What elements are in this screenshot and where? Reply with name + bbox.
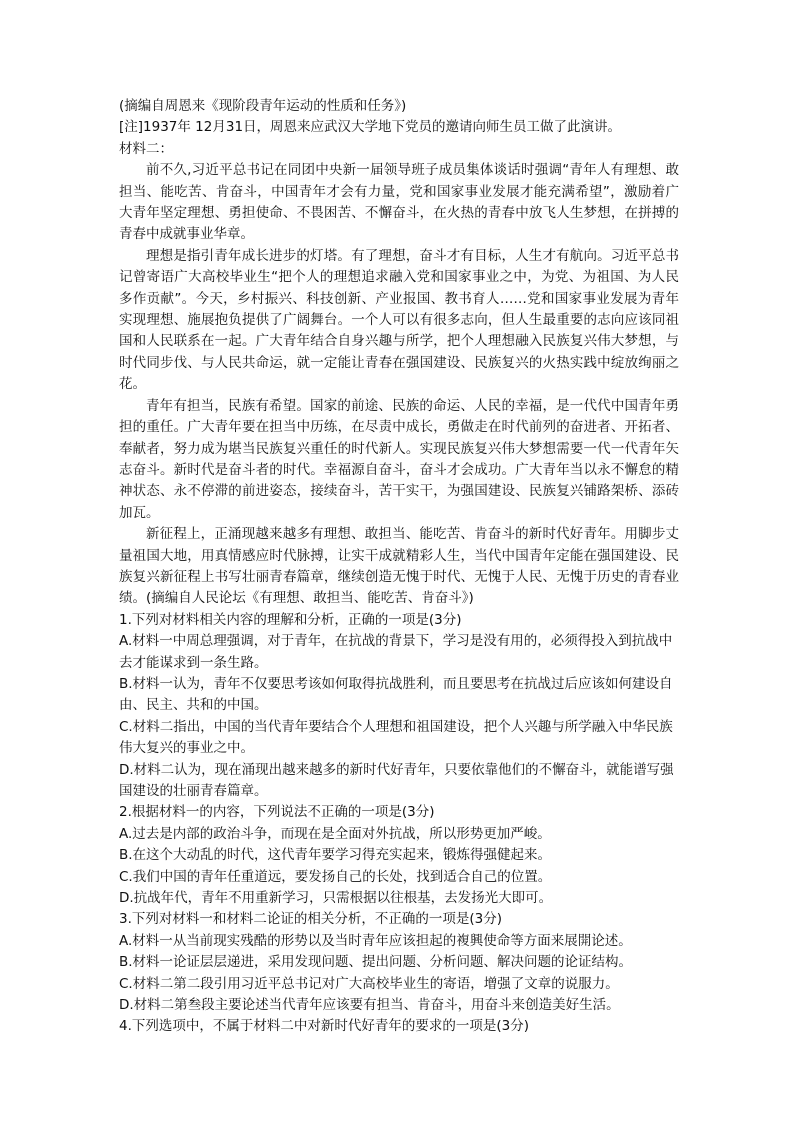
question-2-option-d: D.抗战年代，青年不用重新学习，只需根据以往根基，去发扬光大即可。 — [119, 890, 553, 907]
question-2-option-b: B.在这个大动乱的时代，这代青年要学习得充实起来，锻炼得强健起来。 — [119, 847, 552, 864]
question-2-option-c: C.我们中国的青年任重道远，要发扬自己的长处，找到适合自己的位置。 — [119, 868, 552, 885]
question-1-stem: 1.下列对材料相关内容的理解和分析，正确的一项是(3分) — [119, 611, 462, 628]
annotation-note: [注]1937年 12月31日，周恩来应武汉大学地下党员的邀请向师生员工做了此演讲。 — [119, 119, 622, 136]
material-2-paragraph-2: 理想是指引青年成长进步的灯塔。有了理想，奋斗才有目标，人生才有航向。习近平总书记曾寄语广大高校毕业生“把个人的理想追求融入党和国家事业之中，为党、为祖国、为人民多作贡献”。今天，乡村振兴、科技创新、产业报国、教书育人……党和国家事业发展为青年实现理想、施展抱负提供了广阔舞台。一个人可以有很多志向，但人生最重要的志向应该同祖国和人民联系在一起。广大青年结合自身兴趣与所学，把个人理想融入民族复兴伟大梦想，与时代同步伐、与人民共命运，就一定能让青春在强国建设、民族复兴的火热实践中绽放绚丽之花。 — [119, 247, 679, 393]
material-2-paragraph-4: 新征程上，正涌现越来越多有理想、敢担当、能吃苦、肯奋斗的新时代好青年。用脚步丈量祖国大地，用真情感应时代脉搏，让实干成就精彩人生，当代中国青年定能在强国建设、民族复兴新征程上书写壮丽青春篇章，继续创造无愧于时代、无愧于人民、无愧于历史的青春业绩。(摘编自人民论坛《有理想、敢担当、能吃苦、肯奋斗》) — [119, 526, 679, 607]
document-body — [119, 96, 679, 1038]
question-3-option-c: C.材料二第二段引用习近平总书记对广大高校毕业生的寄语，增强了文章的说服力。 — [119, 975, 619, 992]
question-2-stem: 2.根据材料一的内容，下列说法不正确的一项是(3分) — [119, 804, 435, 821]
question-1-option-d: D.材料二认为，现在涌现出越来越多的新时代好青年，只要依靠他们的不懈奋斗，就能谱写强国建设的壮丽青春篇章。 — [119, 761, 674, 799]
material-2-paragraph-3: 青年有担当，民族有希望。国家的前途、民族的命运、人民的幸福，是一代代中国青年勇担的重任。广大青年要在担当中历练，在尽责中成长，勇做走在时代前列的奋进者、开拓者、奉献者，努力成为堪当民族复兴重任的时代新人。实现民族复兴伟大梦想需要一代一代青年矢志奋斗。新时代是奋斗者的时代。幸福源自奋斗，奋斗才会成功。广大青年当以永不懈怠的精神状态、永不停滞的前进姿态，接续奋斗，苦干实干，为强国建设、民族复兴铺路架桥、添砖加瓦。 — [119, 397, 679, 521]
question-3-option-d: D.材料二第叁段主要论述当代青年应该要有担当、肯奋斗，用奋斗来创造美好生活。 — [119, 997, 620, 1014]
question-4-stem: 4.下列选项中，不属于材料二中对新时代好青年的要求的一项是(3分) — [119, 1018, 530, 1035]
question-3-stem: 3.下列对材料一和材料二论证的相关分析，不正确的一项是(3分) — [119, 911, 503, 928]
question-3-option-b: B.材料一论证层层递进，采用发现问题、提出问题、分析问题、解决问题的论证结构。 — [119, 954, 633, 971]
question-3-option-a: A.材料一从当前现实残酷的形势以及当时青年应该担起的複興使命等方面来展開论述。 — [119, 932, 632, 949]
question-1-option-a: A.材料一中周总理强调，对于青年，在抗战的背景下，学习是没有用的，必须得投入到抗战中去才能谋求到一条生路。 — [119, 633, 673, 671]
question-1-option-b: B.材料一认为，青年不仅要思考该如何取得抗战胜利，而且要思考在抗战过后应该如何建设自由、民主、共和的中国。 — [119, 675, 673, 714]
question-2-option-a: A.过去是内部的政治斗争，而现在是全面对外抗战，所以形势更加严峻。 — [119, 825, 551, 842]
material-2-paragraph-1: 前不久,习近平总书记在同团中央新一届领导班子成员集体谈话时强调“青年人有理想、敢担当、能吃苦、肯奋斗，中国青年才会有力量，党和国家事业发展才能充满希望”，激励着广大青年坚定理想、勇担使命、不畏困苦、不懈奋斗，在火热的青春中放飞人生梦想，在拼搏的青春中成就事业华章。 — [119, 162, 679, 243]
source-note: (摘编自周恩来《现阶段青年运动的性质和任务》) — [119, 98, 407, 114]
question-1-option-c: C.材料二指出，中国的当代青年要结合个人理想和祖国建设，把个人兴趣与所学融入中华民族伟大复兴的事业之中。 — [119, 718, 673, 757]
material-2-title: 材料二： — [119, 140, 173, 157]
